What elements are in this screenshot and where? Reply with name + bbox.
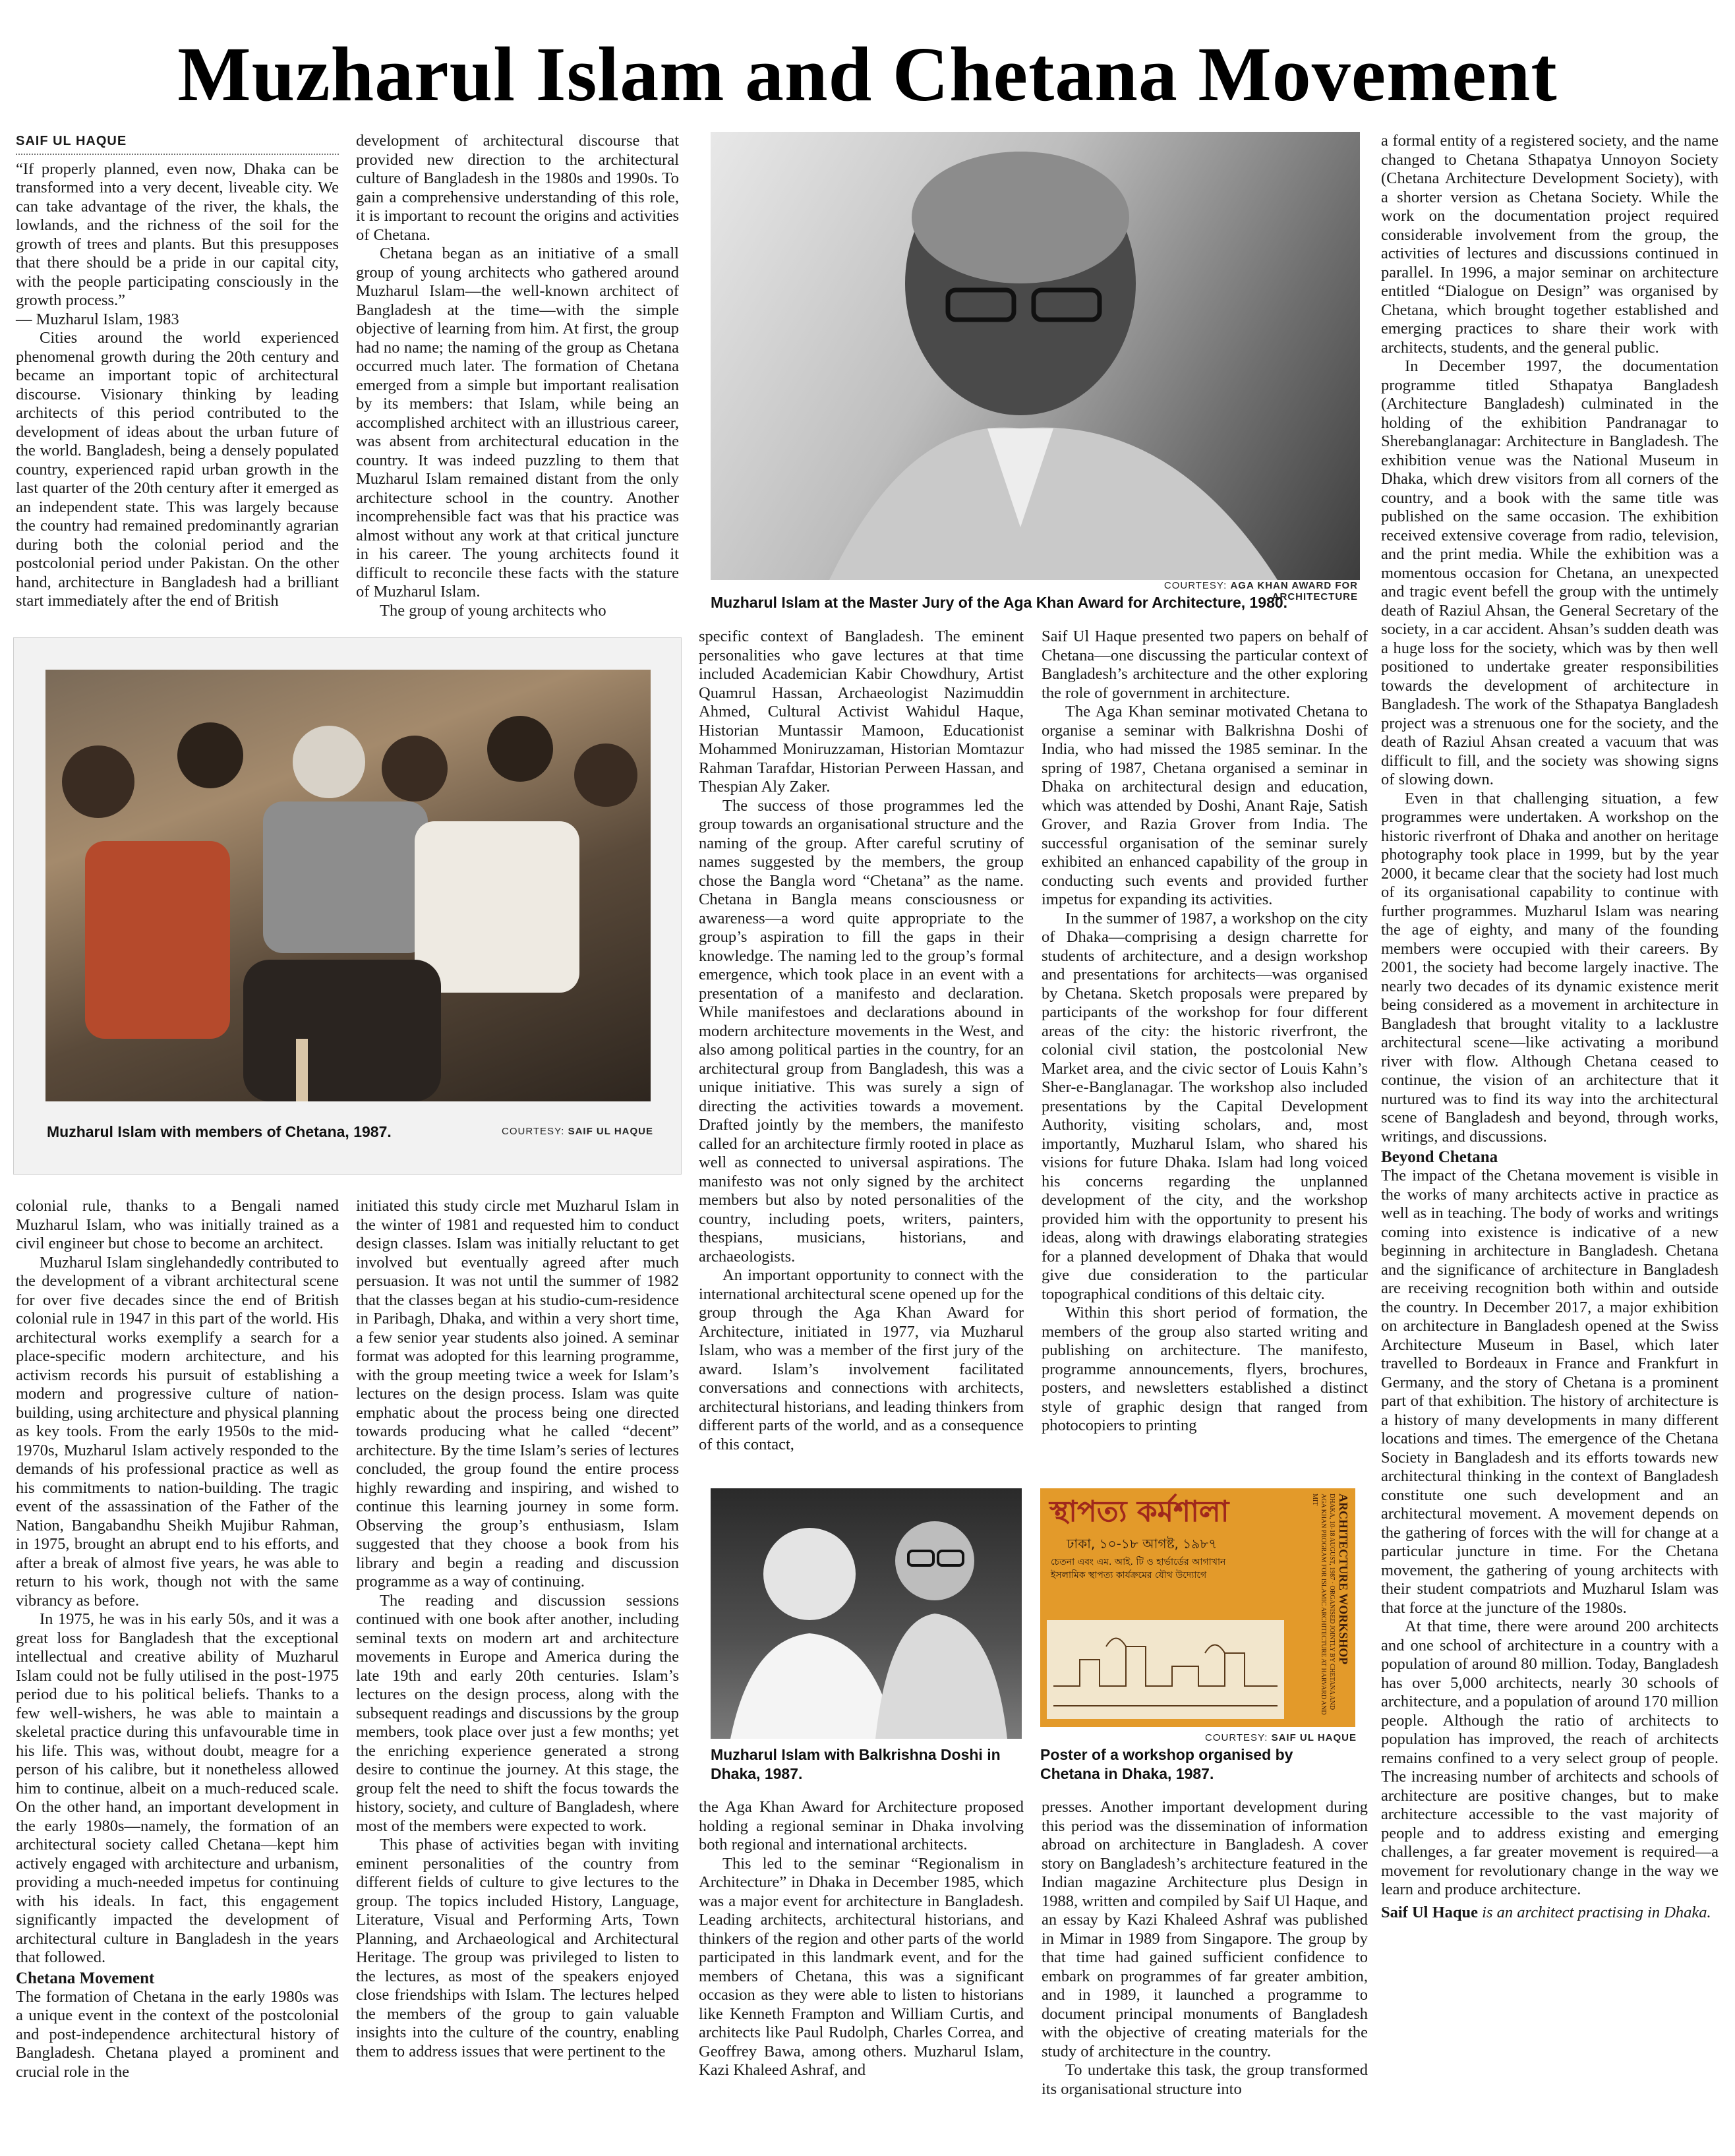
paragraph: specific context of Bangladesh. The eminent personalities who gave lectures at that time included Academician Kabir Chowdhury, Artist Quamrul Hassan, Archaeologist Nazimuddin Ahmed, Cultural Activist Wahidul Haque, Historian Muntassir Mamoon, Educationist Mohammed Moniruzzaman, Historian Momtazur Rahman Tarafdar, Historian Perween Hassan, and Thespian Aly Zaker. <box>699 627 1024 796</box>
poster-bengali-line2: ইসলামিক স্থাপত্য কার্যক্রমের যৌথ উদ্যোগে <box>1051 1570 1207 1581</box>
author-bio <box>1381 1904 1719 1923</box>
column-1-top <box>16 132 339 623</box>
poster-bengali-title: স্থাপত্য কর্মশালা <box>1049 1495 1229 1529</box>
quote-attribution: — Muzharul Islam, 1983 <box>16 310 179 328</box>
caption-members: Muzharul Islam with members of Chetana, 1987. <box>47 1123 392 1140</box>
portrait-illustration <box>711 132 1360 580</box>
column-1-lower <box>16 1197 339 2149</box>
paragraph: Within this short period of formation, the members of the group also started writing and publishing on architecture. The manifesto, programme announcements, flyers, brochures, posters, and newsletters established a distinct style of graphic design that ranged from photocopiers to printing <box>1042 1304 1368 1434</box>
paragraph: The formation of Chetana in the early 1980s was a unique event in the context of the postcolonial and post-independence architectural history of Bangladesh. Chetana played a prominent and crucial role in the <box>16 1987 339 2081</box>
caption-master-jury: Muzharul Islam at the Master Jury of the Aga Khan Award for Architecture, 1980. <box>711 594 1288 611</box>
paragraph: The impact of the Chetana movement is visible in the works of many architects active in practice as well as in teaching. The body of works and writings coming into existence is indicative of a new beginning in architecture in Bangladesh. Chetana and the significance of architecture in Bangladesh are receiving recognition both within and outside the country. In December 2017, a major exhibition on architecture in Bangladesh opened at the Swiss Architecture Museum in Basel, which later travelled to Bordeaux in France and Frankfurt in Germany, and the story of Chetana is a prominent part of that exhibition. The history of architecture is a history of many developments in many different locations and times. The emergence of the Chetana Society in Bangladesh and its efforts towards new architectural thinking in the context of Bangladesh constitute one such development and an architectural movement. A movement depends on the gathering of forces with the will for change at a particular juncture in time. For the Chetana movement, the gathering of young architects with their student compatriots and Muzharul Islam was that force at the juncture of the 1980s. <box>1381 1167 1719 1617</box>
photo-poster <box>1040 1488 1355 1727</box>
byline: SAIF UL HAQUE <box>16 132 339 155</box>
paragraph: The success of those programmes led the group towards an organisational structure and the naming of the group. After careful scrutiny of names suggested by the members, the group chose the Bangla word “Chetana” as the name. Chetana in Bangla means consciousness or awareness—a word quite appropriate to the group’s aspiration to fill the gaps in their knowledge. The naming led to the group’s formal emergence, which took place in an event with a presentation of a manifesto and declaration. While manifestoes and declarations abound in modern architecture movements in the West, and also among political parties in the country, for an architectural group from Bangladesh, this was a unique initiative. This was surely a sign of directing the activities towards a movement. Drafted jointly by the members, the manifesto called for an architecture firmly rooted in place as well as connected to universal aspirations. The manifesto was not only signed by the architect members but also by noted personalities of the country, including poets, writers, painters, thespians, musicians, historians, and archaeologists. <box>699 796 1024 1266</box>
paragraph: Saif Ul Haque presented two papers on behalf of Chetana—one discussing the particular context of Bangladesh’s architecture and the other exploring the role of government in architecture. <box>1042 627 1368 702</box>
paragraph: The group of young architects who <box>380 601 606 620</box>
photo-doshi <box>711 1488 1022 1739</box>
paragraph: Cities around the world experienced phenomenal growth during the 20th century and became an important topic of architectural discourse. Visionary thinking by leading architects of this period contributed to the development of ideas about the urban future of the world. Bangladesh, being a densely populated country, experienced rapid urban growth in the last quarter of the 20th century after it emerged as an independent state. This was largely because the country had remained predominantly agrarian during both the colonial period and the postcolonial period under Pakistan. On the other hand, architecture in Bangladesh had a brilliant start immediately after the end of British <box>16 329 339 610</box>
paragraph: presses. Another important development during this period was the dissemination of information abroad on architecture in Bangladesh. A cover story on Bangladesh’s architecture featured in the Indian magazine Architecture plus Design in 1988, written and compiled by Saif Ul Haque, and an essay by Kazi Khaleed Ashraf was published in Mimar in 1989 from Singapore. The group by that time had gained sufficient confidence to embark on programmes of far greater ambition, and in 1989, it launched a programme to document principal monuments of Bangladesh with the objective of creating materials for the study of architecture in the country. <box>1042 1798 1368 2060</box>
paragraph: In the summer of 1987, a workshop on the city of Dhaka—comprising a design charrette for students of architecture, and a design workshop and presentations for architects—was organised by Chetana. Sketch proposals were prepared by participants of the workshop for four different areas of the city: the historic riverfront, the colonial civil station, the postcolonial New Market area, and the civic sector of Louis Kahn’s Sher-e-Banglanagar. The workshop also included presentations by the Capital Development Authority, visiting scholars, and, most importantly, Muzharul Islam, who shared his visions for future Dhaka. Islam had long voiced his concerns regarding the unplanned development of the city, and the workshop provided him with the opportunity to present his ideas, along with drawings elaborating strategies for a planned development of Dhaka that would give due consideration to the particular topographical conditions of this deltaic city. <box>1042 909 1368 1303</box>
paragraph: The Aga Khan seminar motivated Chetana to organise a seminar with Balkrishna Doshi of India, who had missed the 1985 seminar. In the spring of 1987, Chetana organised a seminar in Dhaka on architectural design and education, which was attended by Doshi, Anant Raje, Satish Grover, and Razia Grover from India. The successful organisation of the seminar surely exhibited an enhanced capability of the group in conducting such events and provided further impetus for expanding its activities. <box>1042 703 1368 908</box>
paragraph: This phase of activities began with inviting eminent personalities of the country from different fields of culture to give lectures to the group. The topics included History, Language, Literature, Visual and Performing Arts, Town Planning, and Archaeological and Architectural Heritage. The group was privileged to listen to the lectures, as most of the speakers enjoyed close friendships with Islam. The lectures helped the members of the group to gain valuable insights into the culture of the country, enabling them to address issues that were pertinent to the <box>356 1836 679 2060</box>
credit-members: COURTESY: SAIF UL HAQUE <box>502 1126 653 1137</box>
subheading-chetana-movement: Chetana Movement <box>16 1969 155 1987</box>
poster-side-details: DHAKA, 10-18 AUGUST, 1987 · ORGANISED JOINTLY BY CHETANA AND AGA KHAN PROGRAM FOR ISLAMIC ARCHITECTURE AT HARVARD AND MIT <box>1311 1494 1336 1715</box>
article-headline: Muzharul Islam and Chetana Movement <box>177 31 1558 117</box>
photo-members <box>45 670 651 1101</box>
column-4-middle <box>1042 627 1368 1442</box>
column-2-lower <box>356 1197 679 2149</box>
paragraph: the Aga Khan Award for Architecture proposed holding a regional seminar in Dhaka involving both regional and international architects. <box>699 1798 1024 1853</box>
credit-poster: COURTESY: SAIF UL HAQUE <box>1205 1732 1357 1743</box>
opening-quote: “If properly planned, even now, Dhaka can be transformed into a very decent, liveable city. We can take advantage of the river, the khals, the lowlands, and the richness of the soil for the growth of trees and plants. But this presupposes that there should be a pride in our capital city, with the people participating consciously in the growth process.” <box>16 160 339 309</box>
column-3-lower <box>699 1798 1024 2151</box>
paragraph: In 1975, he was in his early 50s, and it was a great loss for Bangladesh that the exceptional intellectual and creative ability of Muzharul Islam could not be fully utilised in the post-1975 period due to his political beliefs. Thanks to a few well-wishers, he was able to maintain a skeletal practice during this unfavourable time in his life. This was, without doubt, meagre for a person of his calibre, but it nonetheless allowed him to continue, albeit on a much-reduced scale. On the other hand, an important development in the early 1980s—namely, the formation of an architectural society called Chetana—kept him actively engaged with architecture and urbanism, providing a much-needed impetus for continuing with his ideals. In fact, this engagement significantly impacted the development of architectural culture in Bangladesh in the years that followed. <box>16 1610 339 1966</box>
column-4 <box>1381 132 1719 2149</box>
poster-side-title: ARCHITECTURE WORKSHOP <box>1337 1494 1350 1665</box>
column-3-middle <box>699 627 1024 1453</box>
paragraph: initiated this study circle met Muzharul Islam in the winter of 1981 and requested him to conduct design classes. Islam was initially reluctant to get involved but eventually agreed after much persuasion. It was not until the summer of 1982 that the classes began at his studio-cum-residence in Paribagh, Dhaka, and within a very short time, a few senior year students also joined. A seminar format was adopted for this learning programme, with the group meeting twice a week for Islam’s lectures on the design process. Islam was quite emphatic about the process being one directed towards producing what he called “decent” architecture. By the time Islam’s series of lectures concluded, the group found the entire process highly rewarding and inspiring, and wished to continue this learning journey in some form. Observing the group’s enthusiasm, Islam suggested that they choose a book from his library and begin a reading and discussion programme as a way of continuing. <box>356 1197 679 1590</box>
paragraph: Muzharul Islam singlehandedly contributed to the development of a vibrant architectural scene for over five decades since the end of British colonial rule in 1947 in this part of the world. His architectural works exemplify a search for a place-specific modern architecture, and his activism records his pursuit of establishing a modern and progressive culture of nation-building, using architecture and physical planning as key tools. From the early 1950s to the mid-1970s, Muzharul Islam actively responded to the demands of his professional practice as well as his commitments to nation-building. The tragic event of the assassination of the Father of the Nation, Bangabandhu Sheikh Mujibur Rahman, in 1975, brought an abrupt end to his efforts, and after a break of almost five years, he was able to return to his work, though not with the same vibrancy as before. <box>16 1253 339 1610</box>
paragraph: At that time, there were around 200 architects and one school of architecture in a country with a population of around 80 million. Today, Bangladesh has over 5,000 architects, nearly 30 schools of architecture, and a population of around 170 million people. Although the ratio of architects to population has improved, the reach of architects remains confined to a very select group of people. The increasing number of architects and schools of architecture are positive changes, but to make architecture accessible to the vast majority of people and to address existing and emerging challenges, a far greater movement is required—a movement for revolutionary change in the way we learn and produce architecture. <box>1381 1617 1719 1898</box>
poster-bengali-dates: ঢাকা, ১০-১৮ আগষ্ট, ১৯৮৭ <box>1067 1536 1218 1552</box>
column-2-top <box>356 132 679 623</box>
author-name: Saif Ul Haque <box>1381 1903 1479 1921</box>
paragraph: The reading and discussion sessions continued with one book after another, including seminal texts on modern art and architecture movements in Europe and America during the late 19th and early 20th centuries. Islam’s lectures on the design process, along with the subsequent readings and discussions by the group members, took place over just a few months; yet the enriching experience generated a strong desire to continue the journey. At this stage, the group felt the need to shift the focus towards the history, society, and culture of Bangladesh, where most of the members were expected to work. <box>356 1591 679 1835</box>
paragraph: a formal entity of a registered society, and the name changed to Chetana Sthapatya Unnoyon Society (Chetana Architecture Development Society), with a shorter version as Chetana Society. While the work on the documentation project required considerable involvement from the group, the activities of lectures and discussions continued in parallel. In 1996, a major seminar on architecture entitled “Dialogue on Design” was organised by Chetana, which brought together established and emerging practices to share their work with architects, students, and the general public. <box>1381 132 1719 357</box>
paragraph: colonial rule, thanks to a Bengali named Muzharul Islam, who was initially trained as a civil engineer but chose to become an architect. <box>16 1197 339 1252</box>
poster-side-text <box>1299 1494 1350 1722</box>
group-illustration <box>45 670 651 1101</box>
poster-bengali-line1: চেতনা এবং এম. আই. টি ও হার্ভার্ডের আগাখান <box>1051 1557 1226 1567</box>
paragraph: This led to the seminar “Regionalism in Architecture” in Dhaka in December 1985, which was a major event for architecture in Bangladesh. Leading architects, architectural historians, and thinkers of the region and other parts of the world participated in this landmark event, and for the members of Chetana, this was a significant occasion as they were able to listen to historians like Kenneth Frampton and William Curtis, and architects like Paul Rudolph, Charles Correa, and Geoffrey Bawa, among others. Muzharul Islam, Kazi Khaleed Ashraf, and <box>699 1854 1024 2079</box>
caption-doshi: Muzharul Islam with Balkrishna Doshi in Dhaka, 1987. <box>711 1746 1001 1782</box>
author-bio-text: is an architect practising in Dhaka. <box>1482 1903 1711 1921</box>
column-4-lower <box>1042 1798 1368 2151</box>
photo-master-jury <box>711 132 1360 580</box>
photo-frame-members <box>13 637 682 1175</box>
subheading-beyond-chetana: Beyond Chetana <box>1381 1148 1498 1166</box>
caption-poster: Poster of a workshop organised by Chetana in Dhaka, 1987. <box>1040 1746 1293 1782</box>
paragraph: Chetana began as an initiative of a small group of young architects who gathered around Muzharul Islam—the well-known architect of Bangladesh at the time—with the simple objective of learning from him. At first, the group had no name; the naming of the group as Chetana occurred much later. The formation of Chetana emerged from a simple but important realisation by its members: that Islam, while being an accomplished architect with an illustrious career, was absent from architectural education in the country. It was indeed puzzling to them that Muzharul Islam remained distant from the only architecture school in the country. Another incomprehensible fact was that his practice was almost without any work at that critical juncture in his career. The young architects found it difficult to reconcile these facts with the stature of Muzharul Islam. <box>356 245 679 600</box>
credit-master-jury: COURTESY: AGA KHAN AWARD FOR ARCHITECTURE <box>1163 580 1358 602</box>
paragraph: To undertake this task, the group transformed its organisational structure into <box>1042 2061 1368 2098</box>
paragraph: An important opportunity to connect with the international architectural scene opened up for the group through the Aga Khan Award for Architecture, initiated in 1977, via Muzharul Islam, who was a member of the first jury of the award. Islam’s involvement facilitated conversations and connections with architects, architectural historians, and leading thinkers from different parts of the world, and as a consequence of this contact, <box>699 1266 1024 1453</box>
doshi-illustration <box>711 1488 1022 1739</box>
paragraph: Even in that challenging situation, a few programmes were undertaken. A workshop on the historic riverfront of Dhaka and another on heritage photography took place in 1999, but by the year 2000, it became clear that the society had lost much of its organisational capability to continue with further programmes. Muzharul Islam was nearing the age of eighty, and many of the founding members were occupied with their careers. By 2001, the society had become largely inactive. The nearly two decades of its dynamic existence merit being considered as a movement in architecture in Bangladesh that brought vitality to a lacklustre architectural scene—like activating a moribund river with flow. Although Chetana ceased to continue, the vision of an architecture that it nurtured was to find its way into the architectural scene of Bangladesh and beyond, through works, writings, and discussions. <box>1381 789 1719 1146</box>
paragraph: development of architectural discourse that provided new direction to the architectural culture of Bangladesh in the 1980s and 1990s. To gain a comprehensive understanding of this role, it is important to recount the origins and activities of Chetana. <box>356 132 679 244</box>
paragraph: In December 1997, the documentation programme titled Sthapatya Bangladesh (Architecture Bangladesh) culminated in the holding of the exhibition Pandranagar to Sherebanglanagar: Architecture in Bangladesh. The exhibition venue was the National Museum in Dhaka, which drew visitors from all corners of the country, and a book with the same title was published on the same occasion. The exhibition received extensive coverage from radio, television, and the print media. While the exhibition was a momentous occasion for Chetana, an unexpected and tragic event befell the group with the untimely death of Raziul Ahsan, the General Secretary of the society, in a car accident. Ahsan’s sudden death was a huge loss for the society, which was by then well positioned to undertake greater responsibilities towards the development of architecture in Bangladesh. The work of the Sthapatya Bangladesh project was a strenuous one for the society, and the death of Raziul Ahsan created a vacuum that was difficult to fill, and the society was showing signs of slowing down. <box>1381 357 1719 788</box>
